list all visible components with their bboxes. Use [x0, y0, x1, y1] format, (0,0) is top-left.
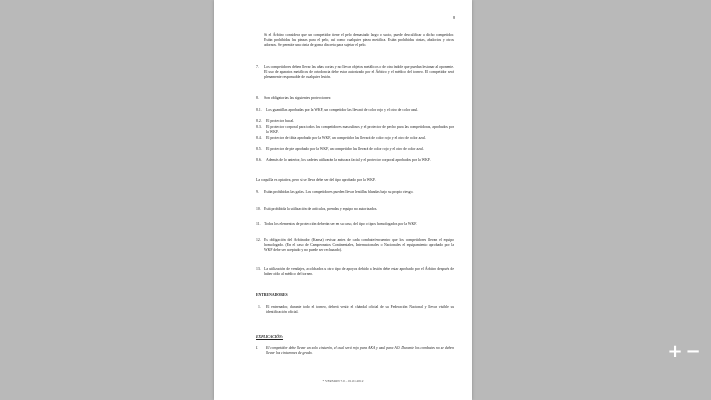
paragraph-8-4: El protector de tibia aprobado por la WKF, un competidor las llevará de color rojo y el otro de color azul.: [266, 136, 426, 140]
item-number-13: 13.: [256, 267, 261, 271]
item-number-10: 10.: [256, 207, 261, 211]
item-number-entrenadores-1: 1.: [258, 305, 261, 309]
paragraph-11: Todos los elementos de protección deberán ser en su caso, del tipo o tipos homologados por la WKF.: [264, 222, 417, 226]
paragraph-8-3: El protector corporal para todos los competidores masculinos y el protector de pecho para las competidoras, aprobados por la WKF.: [266, 125, 454, 135]
item-number-8-6: 8.6.: [256, 158, 262, 162]
paragraph-8-6: Además de lo anterior, los cadetes utilizarán la máscara facial y el protector corporal aprobados por la WKF.: [266, 158, 431, 162]
document-page: [214, 0, 472, 400]
page-number: 8: [453, 15, 456, 20]
item-number-9: 9.: [256, 190, 259, 194]
paragraph-coquilla: La coquilla es optativa, pero si se lleva debe ser del tipo aprobado por la WKF.: [256, 178, 376, 182]
item-number-8-5: 8.5.: [256, 147, 262, 151]
paragraph-8-1: Los guantillas aprobadas por la WKF, un competidor las llevará de color rojo y el otro de color azul.: [266, 108, 419, 112]
item-number-8: 8.: [256, 96, 259, 100]
paragraph-13: La utilización de vendajes, acolchados u otro tipo de apoyos debido a lesión debe estar aprobado por el Árbitro después de haber oído al médico del torneo.: [264, 267, 454, 277]
item-number-8-4: 8.4.: [256, 136, 262, 140]
paragraph-7: Los competidores deben llevar las uñas cortas y no llevar objetos metálicos o de otra índole que puedan lesionar al oponente. El uso de aparatos metálicos de ortodoncia debe estar autorizado por el Árbitro y el médico del torneo. El competidor será plenamente responsable de cualquier lesión.: [264, 65, 454, 80]
item-number-12: 12.: [256, 238, 261, 242]
paragraph-10: Está prohibida la utilización de artículos, prendas y equipo no autorizados.: [264, 207, 378, 211]
zoom-out-button[interactable]: −: [685, 341, 701, 362]
paragraph-entrenadores-1: El entrenador, durante todo el torneo, deberá vestir el chándal oficial de su Federación Nacional y llevar visible su identificación oficial.: [266, 305, 454, 315]
paragraph-8-2: El protector bucal.: [266, 119, 295, 123]
item-number-8-3: 8.3.: [256, 125, 262, 129]
explicacion-item-text: El competidor debe llevar un solo cinturón, el cual será rojo para AKA y azul para AO. Durante los combates no se deben llevar los cinturones de grado.: [266, 346, 454, 356]
paragraph-12: Es obligación del Arbitrador (Kansa) revisar antes de cada combate/encuentro que los competidores llevan el equipo homologado. (En el caso de Campeonatos Continentales, Internacionales o Nacionales el equipamiento aprobado por la WKF debe ser aceptado y no puede ser rechazado).: [264, 238, 454, 253]
paragraph-hair-rule: Si el Árbitro considera que un competidor tiene el pelo demasiado largo o sucio, puede descalificar a dicho competidor. Están prohibidas las pinzas para el pelo, así como cualquier pieza metálica. Están prohibidas cintas, abalorios y otros adornos. Se permite una cinta de goma discreta para sujetar el pelo.: [264, 33, 454, 48]
paragraph-8: Son obligatorias las siguientes protecciones:: [264, 96, 332, 100]
heading-entrenadores: ENTRENADORES: [256, 293, 288, 297]
paragraph-9: Están prohibidas las gafas. Los competidores pueden llevar lentillas blandas bajo su propio riesgo.: [264, 190, 414, 194]
heading-explicacion: EXPLICACIÓN:: [256, 335, 284, 339]
zoom-in-button[interactable]: +: [667, 341, 683, 362]
explicacion-item-number: I.: [256, 346, 259, 350]
item-number-11: 11.: [256, 222, 261, 226]
item-number-8-2: 8.2.: [256, 119, 262, 123]
paragraph-8-5: El protector de pie aprobado por la WKF, un competidor las llevará de color rojo y el otro de color azul.: [266, 147, 424, 151]
page-footer: * VERSION 7.0 – 01.01.2012: [322, 379, 364, 383]
item-number-7: 7.: [256, 65, 259, 69]
item-number-8-1: 8.1.: [256, 108, 262, 112]
